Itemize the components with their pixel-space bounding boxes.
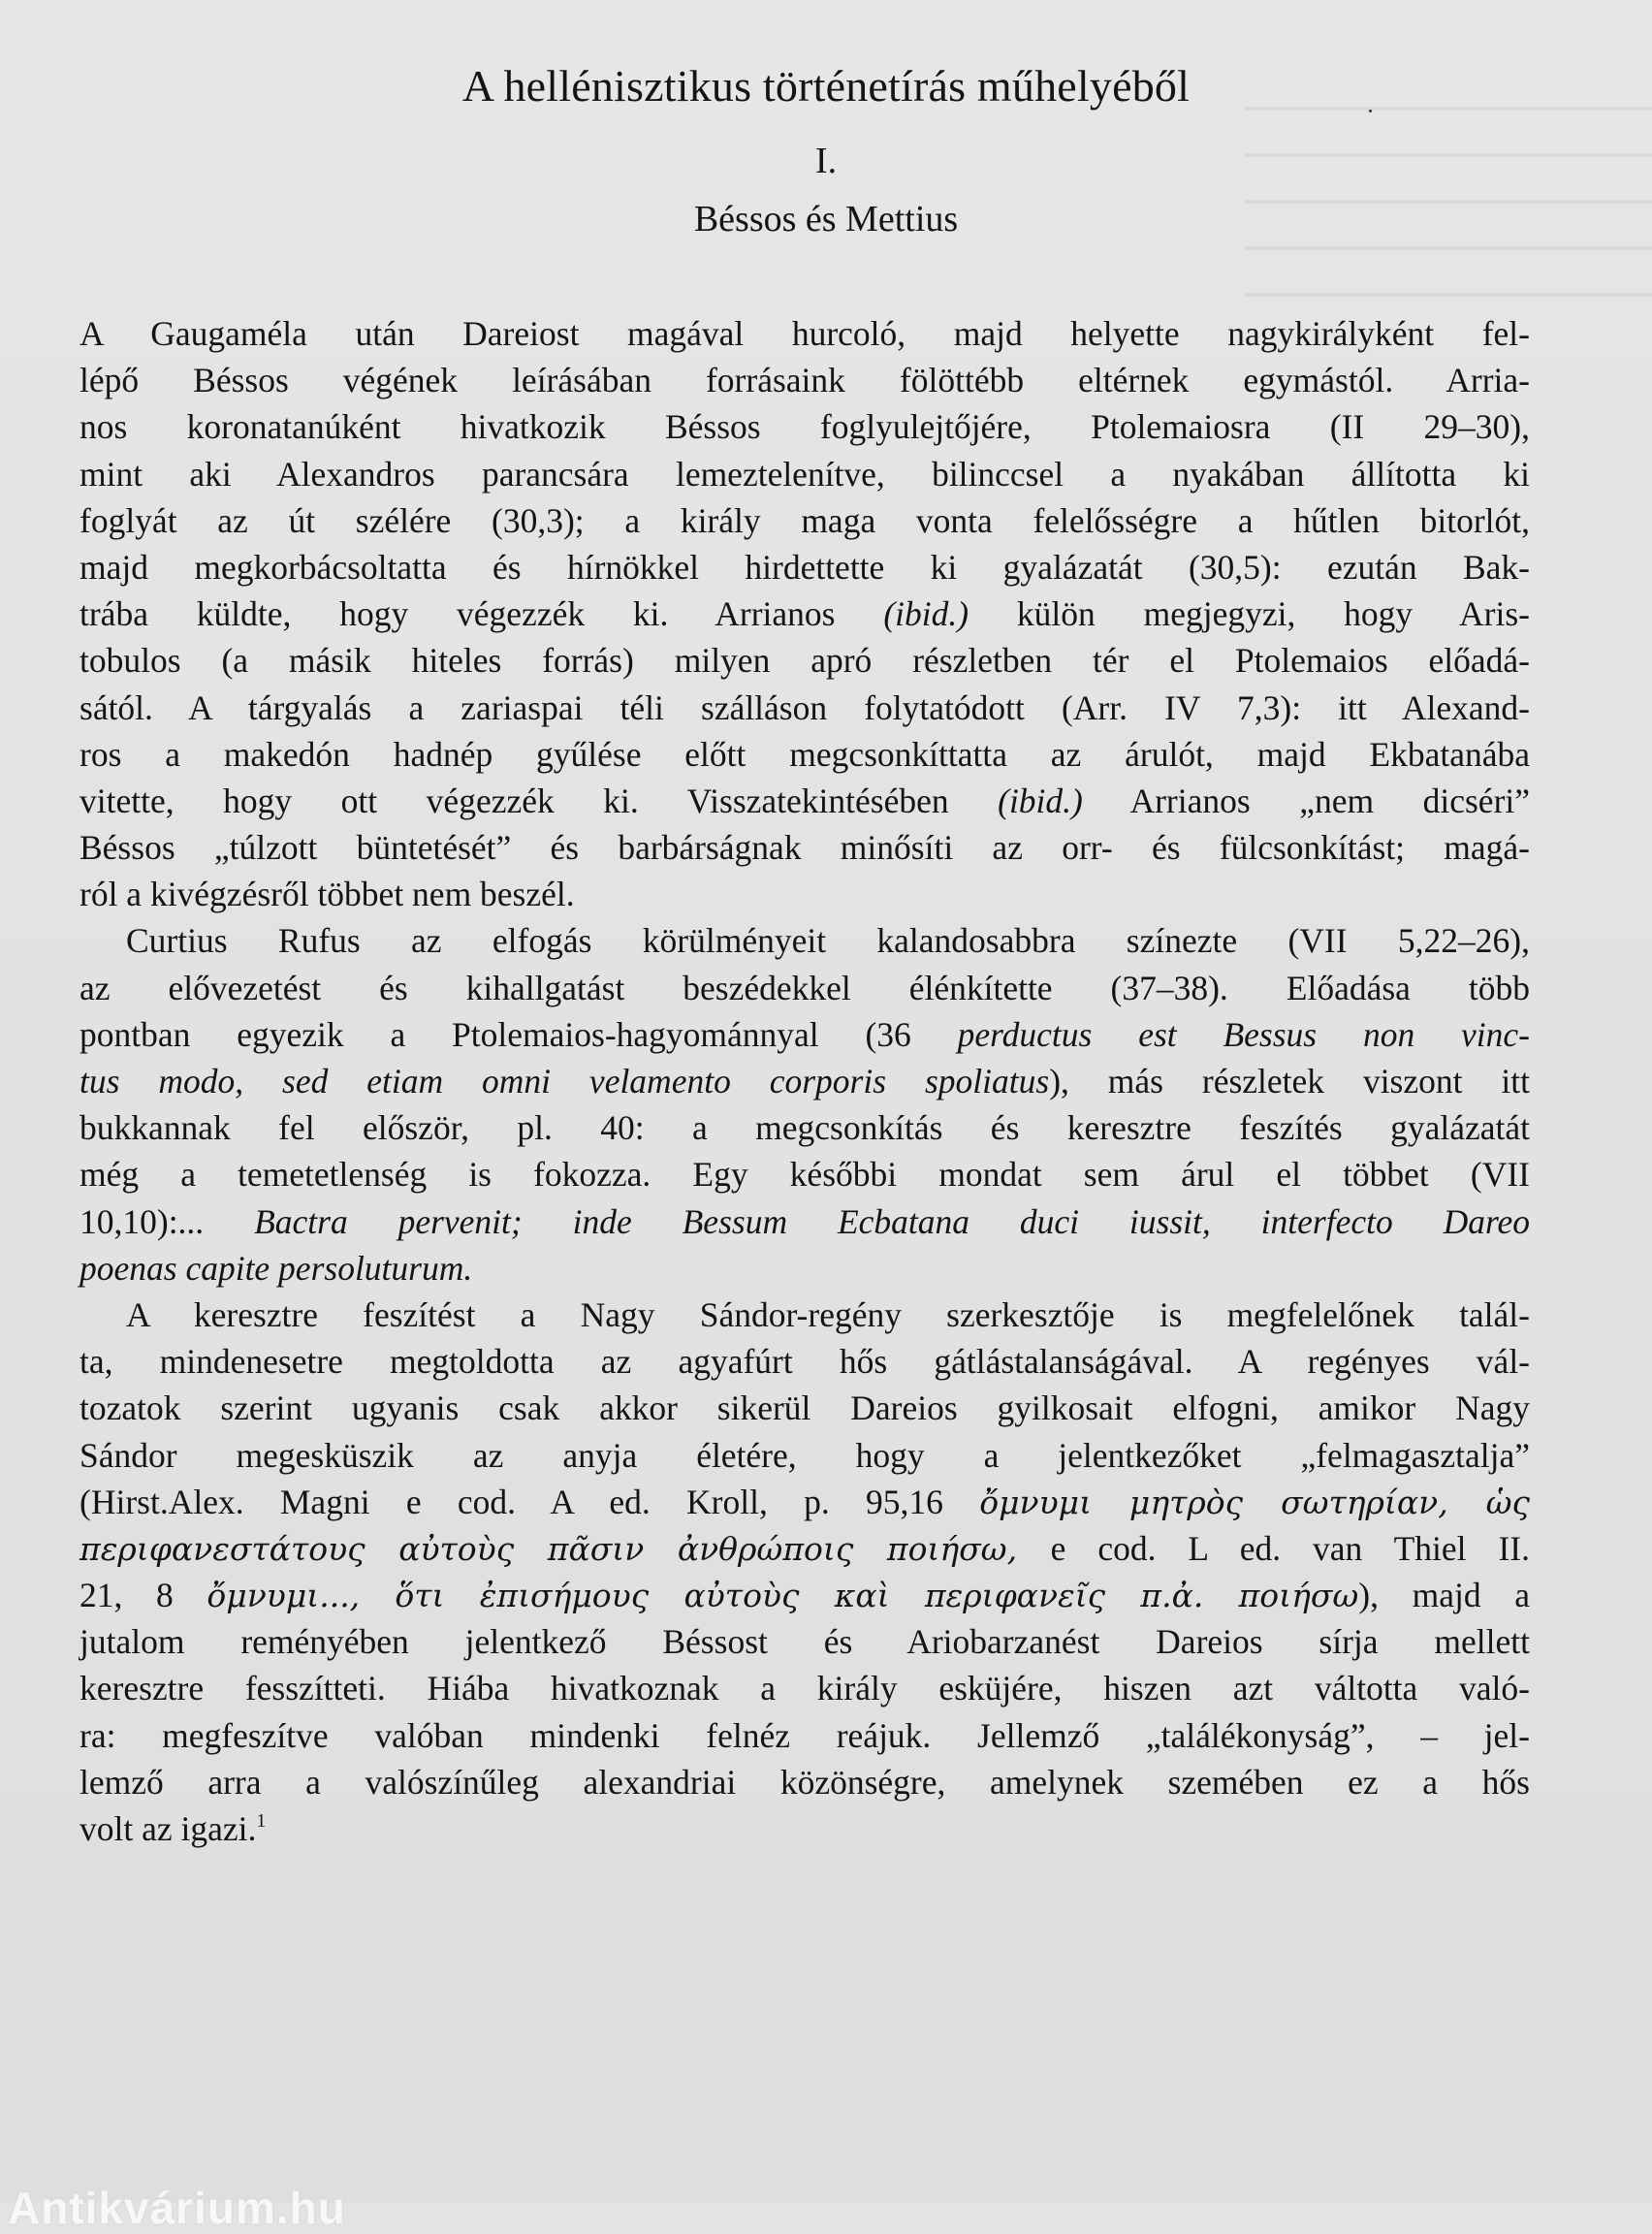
text-line: az elővezetést és kihallgatást beszédekkel élénkítette (37–38). Előadása több xyxy=(79,968,1530,1007)
last-line-text: volt az igazi. xyxy=(79,1809,257,1848)
paragraph-3 xyxy=(79,1292,1530,1852)
watermark: Antikvárium.hu xyxy=(8,2183,346,2233)
greek-quote: ὄμνυμι μητρὸς σωτηρίαν, ὡς xyxy=(979,1483,1531,1521)
text-line xyxy=(79,1805,1530,1852)
text-line: ra: megfeszítve valóban mindenki felnéz reájuk. Jellemző „találékonyság”, – jel- xyxy=(79,1715,1530,1755)
greek-quote: περιφανεστάτους αὐτοὺς πᾶσιν ἀνθρώποις ποιήσω, xyxy=(79,1529,1051,1568)
italic-citation: Bactra pervenit; inde Bessum Ecbatana duci iussit, interfecto Dareo xyxy=(254,1201,1530,1241)
footnote-reference[interactable]: 1 xyxy=(256,1810,267,1832)
body-text xyxy=(79,310,1530,1852)
text-line: ról a kivégzésről többet nem beszél. xyxy=(79,875,575,914)
text-line: lemző arra a valószínűleg alexandriai közönségre, amelynek szemében ez a hős xyxy=(79,1762,1530,1802)
italic-citation: tus modo, sed etiam omni velamento corporis spoliatus xyxy=(79,1062,1050,1101)
section-subtitle: Béssos és Mettius xyxy=(693,199,959,239)
text-line: Béssos „túlzott büntetését” és barbárságnak minősíti az orr- és fülcsonkítást; magá- xyxy=(79,828,1530,868)
text-line: 21, 8 ὄμνυμι..., ὅτι ἐπισήμους αὐτοὺς καὶ περιφανεῖς π.ἀ. ποιήσω), majd a xyxy=(79,1576,1530,1615)
text-line: vitette, hogy ott végezzék ki. Visszatekintésében (ibid.) Arrianos „nem dicséri” xyxy=(79,781,1531,820)
text-line: tozatok szerint ugyanis csak akkor sikerül Dareios gyilkosait elfogni, amikor Nagy xyxy=(79,1388,1530,1428)
text-line: ros a makedón hadnép gyűlése előtt megcsonkíttatta az árulót, majd Ekbatanába xyxy=(79,734,1530,774)
text-line: tus modo, sed etiam omni velamento corporis spoliatus), más részletek viszont itt xyxy=(79,1062,1530,1101)
italic-citation: (ibid.) xyxy=(998,781,1083,820)
text-line: mint aki Alexandros parancsára lemeztelenítve, bilinccsel a nyakában állította ki xyxy=(79,454,1530,494)
text-line: ta, mindenesetre megtoldotta az agyafúrt hős gátlástalanságával. A regényes vál- xyxy=(79,1342,1530,1382)
page-title: A hellénisztikus történetírás műhelyéből xyxy=(461,61,1191,111)
text-line: keresztre fesszítteti. Hiába hivatkoznak a király esküjére, hiszen azt váltotta való- xyxy=(79,1669,1530,1708)
text-line: Curtius Rufus az elfogás körülményeit kalandosabbra színezte (VII 5,22–26), xyxy=(126,921,1530,961)
text-line: tobulos (a másik hiteles forrás) milyen apró részletben tér el Ptolemaios előadá- xyxy=(79,641,1530,681)
italic-citation: poenas capite persoluturum. xyxy=(79,1248,473,1288)
text-line: bukkannak fel először, pl. 40: a megcsonkítás és keresztre feszítés gyalázatát xyxy=(79,1108,1530,1148)
section-number: I. xyxy=(814,141,838,181)
text-line: trába küldte, hogy végezzék ki. Arrianos (ibid.) külön megjegyzi, hogy Aris- xyxy=(79,594,1530,634)
text-line: majd megkorbácsoltatta és hírnökkel hirdettette ki gyalázatát (30,5): ezután Bak- xyxy=(79,547,1530,587)
text-line: lépő Béssos végének leírásában forrásaink fölöttébb eltérnek egymástól. Arria- xyxy=(79,361,1530,400)
bleed-through-text xyxy=(1245,78,1652,310)
text-line: foglyát az út szélére (30,3); a király maga vonta felelősségre a hűtlen bitorlót, xyxy=(79,500,1530,540)
text-line: περιφανεστάτους αὐτοὺς πᾶσιν ἀνθρώποις ποιήσω, e cod. L ed. van Thiel II. xyxy=(79,1528,1530,1568)
text-line: jutalom reményében jelentkező Béssost és Ariobarzanést Dareios sírja mellett xyxy=(79,1622,1530,1662)
italic-citation: (ibid.) xyxy=(883,594,969,634)
text-line: A keresztre feszítést a Nagy Sándor-regény szerkesztője is megfelelőnek talál- xyxy=(126,1294,1530,1334)
greek-quote: ὄμνυμι..., ὅτι ἐπισήμους αὐτοὺς καὶ περιφανεῖς π.ἀ. ποιήσω xyxy=(206,1577,1359,1615)
paragraph-1 xyxy=(79,310,1530,917)
paragraph-2 xyxy=(79,917,1530,1292)
text-line xyxy=(79,1245,1530,1292)
text-line: Sándor megesküszik az anyja életére, hogy a jelentkezőket „felmagasztalja” xyxy=(79,1435,1530,1475)
text-line: 10,10):... Bactra pervenit; inde Bessum Ecbatana duci iussit, interfecto Dareo xyxy=(79,1201,1530,1241)
text-line: sától. A tárgyalás a zariaspai téli szálláson folytatódott (Arr. IV 7,3): itt Alexand- xyxy=(79,687,1530,727)
text-line: nos koronatanúként hivatkozik Béssos foglyulejtőjére, Ptolemaiosra (II 29–30), xyxy=(79,407,1530,447)
text-line: még a temetetlenség is fokozza. Egy későbbi mondat sem árul el többet (VII xyxy=(79,1155,1530,1195)
text-line: A Gaugaméla után Dareiost magával hurcoló, majd helyette nagykirályként fel- xyxy=(79,314,1530,353)
italic-citation: perductus est Bessus non vinc- xyxy=(957,1014,1530,1054)
text-line: (Hirst.Alex. Magni e cod. A ed. Kroll, p. 95,16 ὄμνυμι μητρὸς σωτηρίαν, ὡς xyxy=(79,1482,1531,1521)
text-line: pontban egyezik a Ptolemaios-hagyománnyal (36 perductus est Bessus non vinc- xyxy=(79,1014,1530,1054)
